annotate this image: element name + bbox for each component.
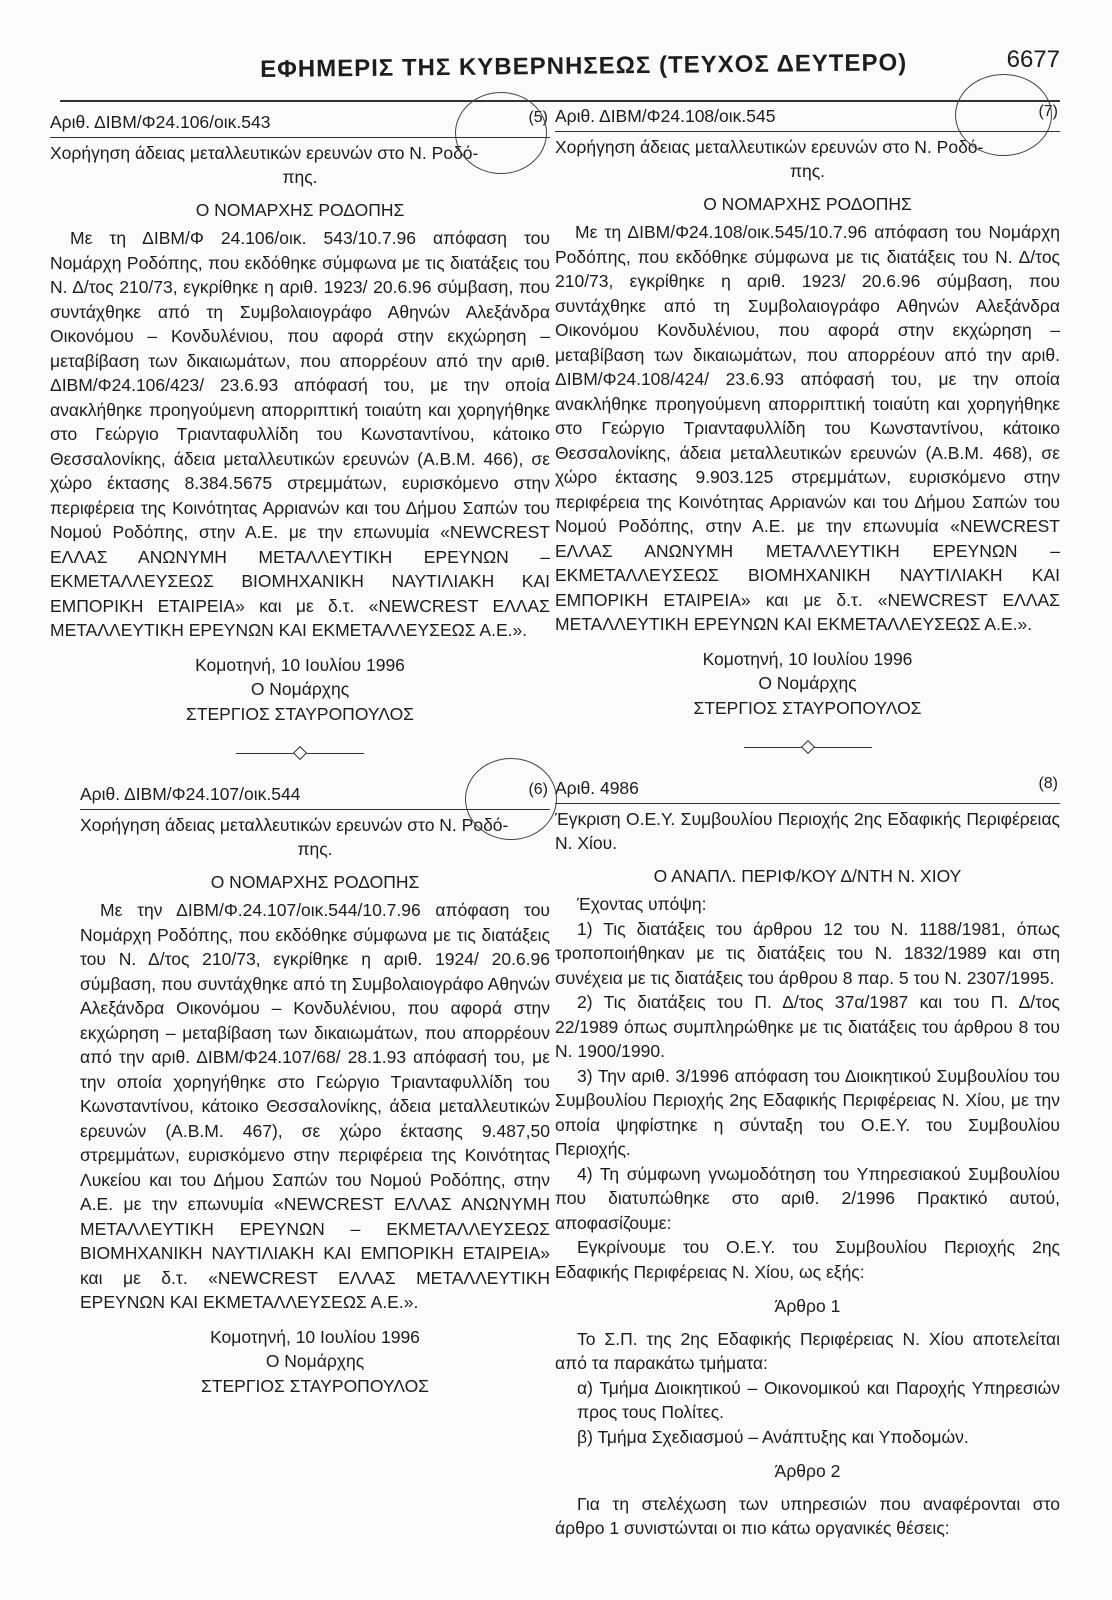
- decision-title-continuation: πης.: [789, 161, 826, 181]
- decision-title: [50, 141, 550, 190]
- decision-rule: [555, 131, 1060, 132]
- decision-authority: Ο ΝΟΜΑΡΧΗΣ ΡΟΔΟΠΗΣ: [210, 871, 420, 892]
- decision-number: (5): [528, 109, 548, 126]
- decision-authority: Ο ΝΟΜΑΡΧΗΣ ΡΟΔΟΠΗΣ: [703, 193, 912, 214]
- decision-number: (7): [1038, 103, 1058, 120]
- approval-statement: Εγκρίνουμε του Ο.Ε.Υ. του Συμβουλίου Περιοχής 2ης Εδαφικής Περιφέρειας Ν. Χίου, ως εξής:: [555, 1237, 1060, 1282]
- signatory-name: ΣΤΕΡΓΙΟΣ ΣΤΑΥΡΟΠΟΥΛΟΣ: [186, 703, 414, 724]
- decision-title-continuation: πης.: [297, 839, 333, 859]
- decision-title-line: Χορήγηση άδειας μεταλλευτικών ερευνών στο Ν. Ροδό-: [555, 136, 984, 157]
- decision-rule: [80, 809, 550, 810]
- considerations-item: 3) Την αριθ. 3/1996 απόφαση του Διοικητικού Συμβουλίου του Συμβουλίου Περιοχής 2ης Εδαφικής Περιφέρειας Ν. Χίου, με την οποία ψηφίστηκε η σύνταξη του Ο.Ε.Υ. του Συμβουλίου Περιοχής.: [555, 1065, 1060, 1159]
- decision-authority: Ο ΝΟΜΑΡΧΗΣ ΡΟΔΟΠΗΣ: [195, 199, 405, 220]
- divider-line: [812, 747, 872, 748]
- decision-title-line: Χορήγηση άδειας μεταλλευτικών ερευνών στο Ν. Ροδό-: [50, 142, 479, 163]
- decision-header: [555, 104, 1060, 129]
- decision-place-date: Κομοτηνή, 10 Ιουλίου 1996: [210, 1326, 420, 1347]
- decision-reference: Αριθ. 4986: [555, 778, 639, 798]
- decision-rule: [555, 803, 1060, 804]
- decision-title: [80, 813, 550, 862]
- decision-place-date: Κομοτηνή, 10 Ιουλίου 1996: [195, 654, 405, 675]
- header-rule: [60, 100, 1060, 102]
- decision-title: Έγκριση Ο.Ε.Υ. Συμβουλίου Περιοχής 2ης Εδαφικής Περιφέρειας Ν. Χίου.: [555, 808, 1060, 853]
- decision-8: [555, 776, 1060, 1541]
- signatory-role: Ο Νομάρχης: [758, 673, 857, 693]
- decision-body: Με τη ΔΙΒΜ/Φ24.108/οικ.545/10.7.96 απόφαση του Νομάρχη Ροδόπης, που εκδόθηκε σύμφωνα με τις διατάξεις του Ν. Δ/τος 210/73, εγκρίθηκε η αριθ. 1923/ 20.6.96 σύμβαση, που συντάχθηκε από τη Συμβολαιογράφο Αθηνών Αλεξάνδρα Οικονόμου Κονδυλένιου, που αφορά στην εκχώρηση – μεταβίβαση των δικαιωμάτων, που απορρέουν από την αριθ. ΔΙΒΜ/Φ24.108/424/ 23.6.93 απόφασή του, με την οποία ανακλήθηκε προηγούμενη απορριπτική τοιαύτη και χορηγήθηκε στο Γεώργιο Τριανταφυλλίδη του Κωνσταντίνου, κάτοικο Θεσσαλονίκης, άδεια μεταλλευτικών ερευνών (Α.Β.Μ. 468), σε χώρο έκτασης 9.903.125 στρεμμάτων, ευρισκόμενο στην περιφέρεια της Κοινότητας Αρριανών και του Δήμου Σαπών του Νομού Ροδόπης, στην Α.Ε. με την επωνυμία «NEWCREST ΕΛΛΑΣ ΑΝΩΝΥΜΗ ΜΕΤΑΛΛΕΥΤΙΚΗ ΕΡΕΥΝΩΝ – ΕΚΜΕΤΑΛΛΕΥΣΕΩΣ ΒΙΟΜΗΧΑΝΙΚΗ ΝΑΥΤΙΛΙΑΚΗ ΚΑΙ ΕΜΠΟΡΙΚΗ ΕΤΑΙΡΕΙΑ» και με δ.τ. «NEWCREST ΕΛΛΑΣ ΜΕΤΑΛΛΕΥΤΙΚΗ ΕΡΕΥΝΩΝ ΚΑΙ ΕΚΜΕΤΑΛΛΕΥΣΕΩΣ Α.Ε.».: [555, 222, 1060, 634]
- divider-line: [236, 753, 296, 754]
- section-divider: [555, 742, 1060, 752]
- decision-title-continuation: πης.: [282, 167, 318, 187]
- decision-number: (8): [1038, 775, 1058, 792]
- decision-rule: [50, 137, 550, 138]
- decision-reference: Αριθ. ΔΙΒΜ/Φ24.108/οικ.545: [555, 106, 776, 126]
- decision-reference: Αριθ. ΔΙΒΜ/Φ24.106/οικ.543: [50, 112, 271, 132]
- considerations-item: 1) Τις διατάξεις του άρθρου 12 του Ν. 1188/1981, όπως τροποποιήθηκαν με τις διατάξεις του Ν. 1832/1989 και στη συνέχεια με τις διατάξεις του άρθρου 8 παρ. 5 του Ν. 2307/1995.: [555, 918, 1060, 988]
- divider-diamond-icon: [800, 740, 814, 754]
- article-2-heading: Άρθρο 2: [774, 1461, 841, 1481]
- decision-header: [555, 776, 1060, 801]
- page-number: 6677: [1006, 46, 1060, 73]
- signatory-role: Ο Νομάρχης: [250, 679, 350, 699]
- decision-body: Με τη ΔΙΒΜ/Φ 24.106/οικ. 543/10.7.96 απόφαση του Νομάρχη Ροδόπης, που εκδόθηκε σύμφωνα με τις διατάξεις του Ν. Δ/τος 210/73, εγκρίθηκε η αριθ. 1923/ 20.6.96 σύμβαση, που συντάχθηκε από τη Συμβολαιογράφο Αθηνών Αλεξάνδρα Οικονόμου – Κονδυλένιου, που αφορά στην εκχώρηση – μεταβίβαση των δικαιωμάτων, που απορρέουν από την αριθ. ΔΙΒΜ/Φ24.106/423/ 23.6.93 απόφασή του, με την οποία ανακλήθηκε προηγούμενη απορριπτική τοιαύτη και χορηγήθηκε στο Γεώργιο Τριανταφυλλίδη του Κωνσταντίνου, κάτοικο Θεσσαλονίκης, άδεια μεταλλευτικών ερευνών (Α.Β.Μ. 466), σε χώρο έκτασης 8.384.5675 στρεμμάτων, ευρισκόμενο στην περιφέρεια της Κοινότητας Αρριανών και του Δήμου Σαπών του Νομού Ροδόπης, στην Α.Ε. με την επωνυμία «NEWCREST ΕΛΛΑΣ ΑΝΩΝΥΜΗ ΜΕΤΑΛΛΕΥΤΙΚΗ ΕΡΕΥΝΩΝ – ΕΚΜΕΤΑΛΛΕΥΣΕΩΣ ΒΙΟΜΗΧΑΝΙΚΗ ΝΑΥΤΙΛΙΑΚΗ ΚΑΙ ΕΜΠΟΡΙΚΗ ΕΤΑΙΡΕΙΑ» και με δ.τ. «NEWCREST ΕΛΛΑΣ ΜΕΤΑΛΛΕΥΤΙΚΗ ΕΡΕΥΝΩΝ ΚΑΙ ΕΚΜΕΤΑΛΛΕΥΣΕΩΣ Α.Ε.».: [50, 228, 550, 640]
- decision-body: Με την ΔΙΒΜ/Φ.24.107/οικ.544/10.7.96 απόφαση του Νομάρχη Ροδόπης, που εκδόθηκε σύμφωνα με τις διατάξεις του Ν. Δ/τος 210/73, εγκρίθηκε η αριθ. 1924/ 20.6.96 σύμβαση, που συντάχθηκε από τη Συμβολαιογράφο Αθηνών Αλεξάνδρα Οικονόμου – Κονδυλένιου, που αφορά στην εκχώρηση – μεταβίβαση των δικαιωμάτων, που απορρέουν από την αριθ. ΔΙΒΜ/Φ24.107/68/ 28.1.93 απόφασή του, με την οποία χορηγήθηκε στο Γεώργιο Τριανταφυλλίδη του Κωνσταντίνου, κάτοικο Θεσσαλονίκης, άδεια μεταλλευτικών ερευνών (Α.Β.Μ. 467), σε χώρο έκτασης 9.487,50 στρεμμάτων, ευρισκόμενο στην περιφέρεια της Κοινότητας Λυκείου και του Δήμου Σαπών του Νομού Ροδόπης, στην Α.Ε. με την επωνυμία «NEWCREST ΕΛΛΑΣ ΑΝΩΝΥΜΗ ΜΕΤΑΛΛΕΥΤΙΚΗ ΕΡΕΥΝΩΝ – ΕΚΜΕΤΑΛΛΕΥΣΕΩΣ ΒΙΟΜΗΧΑΝΙΚΗ ΝΑΥΤΙΛΙΑΚΗ ΚΑΙ ΕΜΠΟΡΙΚΗ ΕΤΑΙΡΕΙΑ» και με δ.τ. «NEWCREST ΕΛΛΑΣ ΜΕΤΑΛΛΕΥΤΙΚΗ ΕΡΕΥΝΩΝ ΚΑΙ ΕΚΜΕΤΑΛΛΕΥΣΕΩΣ Α.Ε.».: [80, 900, 550, 1312]
- decision-title-line: Χορήγηση άδειας μεταλλευτικών ερευνών στο Ν. Ροδό-: [80, 814, 509, 835]
- decision-place-date: Κομοτηνή, 10 Ιουλίου 1996: [702, 648, 913, 669]
- decision-header: [50, 110, 550, 135]
- left-column: [50, 110, 550, 1416]
- gazette-title: ΕΦΗΜΕΡΙΣ ΤΗΣ ΚΥΒΕΡΝΗΣΕΩΣ (ΤΕΥΧΟΣ ΔΕΥΤΕΡΟ): [260, 49, 908, 83]
- signatory-role: Ο Νομάρχης: [265, 1351, 365, 1371]
- right-column: [555, 104, 1060, 1559]
- article-1-heading: Άρθρο 1: [774, 1296, 841, 1316]
- divider-line: [744, 747, 804, 748]
- decision-5: [50, 110, 550, 726]
- signatory-name: ΣΤΕΡΓΙΟΣ ΣΤΑΥΡΟΠΟΥΛΟΣ: [201, 1375, 429, 1396]
- article-1-item: α) Τμήμα Διοικητικού – Οικονομικού και Παροχής Υπηρεσιών προς τους Πολίτες.: [577, 1377, 1060, 1422]
- considerations-item: 2) Τις διατάξεις του Π. Δ/τος 37α/1987 και του Π. Δ/τος 22/1989 όπως συμπληρώθηκε με τις διατάξεις του άρθρου 8 του Ν. 1900/1990.: [555, 992, 1060, 1061]
- article-2-text: Για τη στελέχωση των υπηρεσιών που αναφέρονται στο άρθρο 1 συνιστώνται οι πιο κάτω οργανικές θέσεις:: [555, 1493, 1060, 1538]
- section-divider: [50, 748, 550, 758]
- decision-6: [80, 782, 550, 1398]
- signatory-name: ΣΤΕΡΓΙΟΣ ΣΤΑΥΡΟΠΟΥΛΟΣ: [693, 697, 922, 718]
- considerations-item: 4) Τη σύμφωνη γνωμοδότηση του Υπηρεσιακού Συμβουλίου που διατυπώθηκε στο αριθ. 2/1996 Πρακτικό αυτού, αποφασίζουμε:: [555, 1163, 1060, 1233]
- article-1-text: Το Σ.Π. της 2ης Εδαφικής Περιφέρειας Ν. Χίου αποτελείται από τα παρακάτω τμήματα:: [555, 1328, 1060, 1373]
- decision-title: [555, 135, 1060, 184]
- decision-authority: Ο ΑΝΑΠΛ. ΠΕΡΙΦ/ΚΟΥ Δ/ΝΤΗ Ν. ΧΙΟΥ: [653, 865, 962, 886]
- decision-header: [80, 782, 550, 807]
- divider-diamond-icon: [293, 746, 307, 760]
- decision-intro: Έχοντας υπόψη:: [577, 894, 707, 914]
- decision-reference: Αριθ. ΔΙΒΜ/Φ24.107/οικ.544: [80, 784, 301, 804]
- decision-number: (6): [528, 781, 548, 798]
- decision-7: [555, 104, 1060, 720]
- divider-line: [304, 753, 364, 754]
- page-header: [60, 44, 1060, 104]
- article-1-item: β) Τμήμα Σχεδιασμού – Ανάπτυξης και Υποδομών.: [577, 1426, 969, 1447]
